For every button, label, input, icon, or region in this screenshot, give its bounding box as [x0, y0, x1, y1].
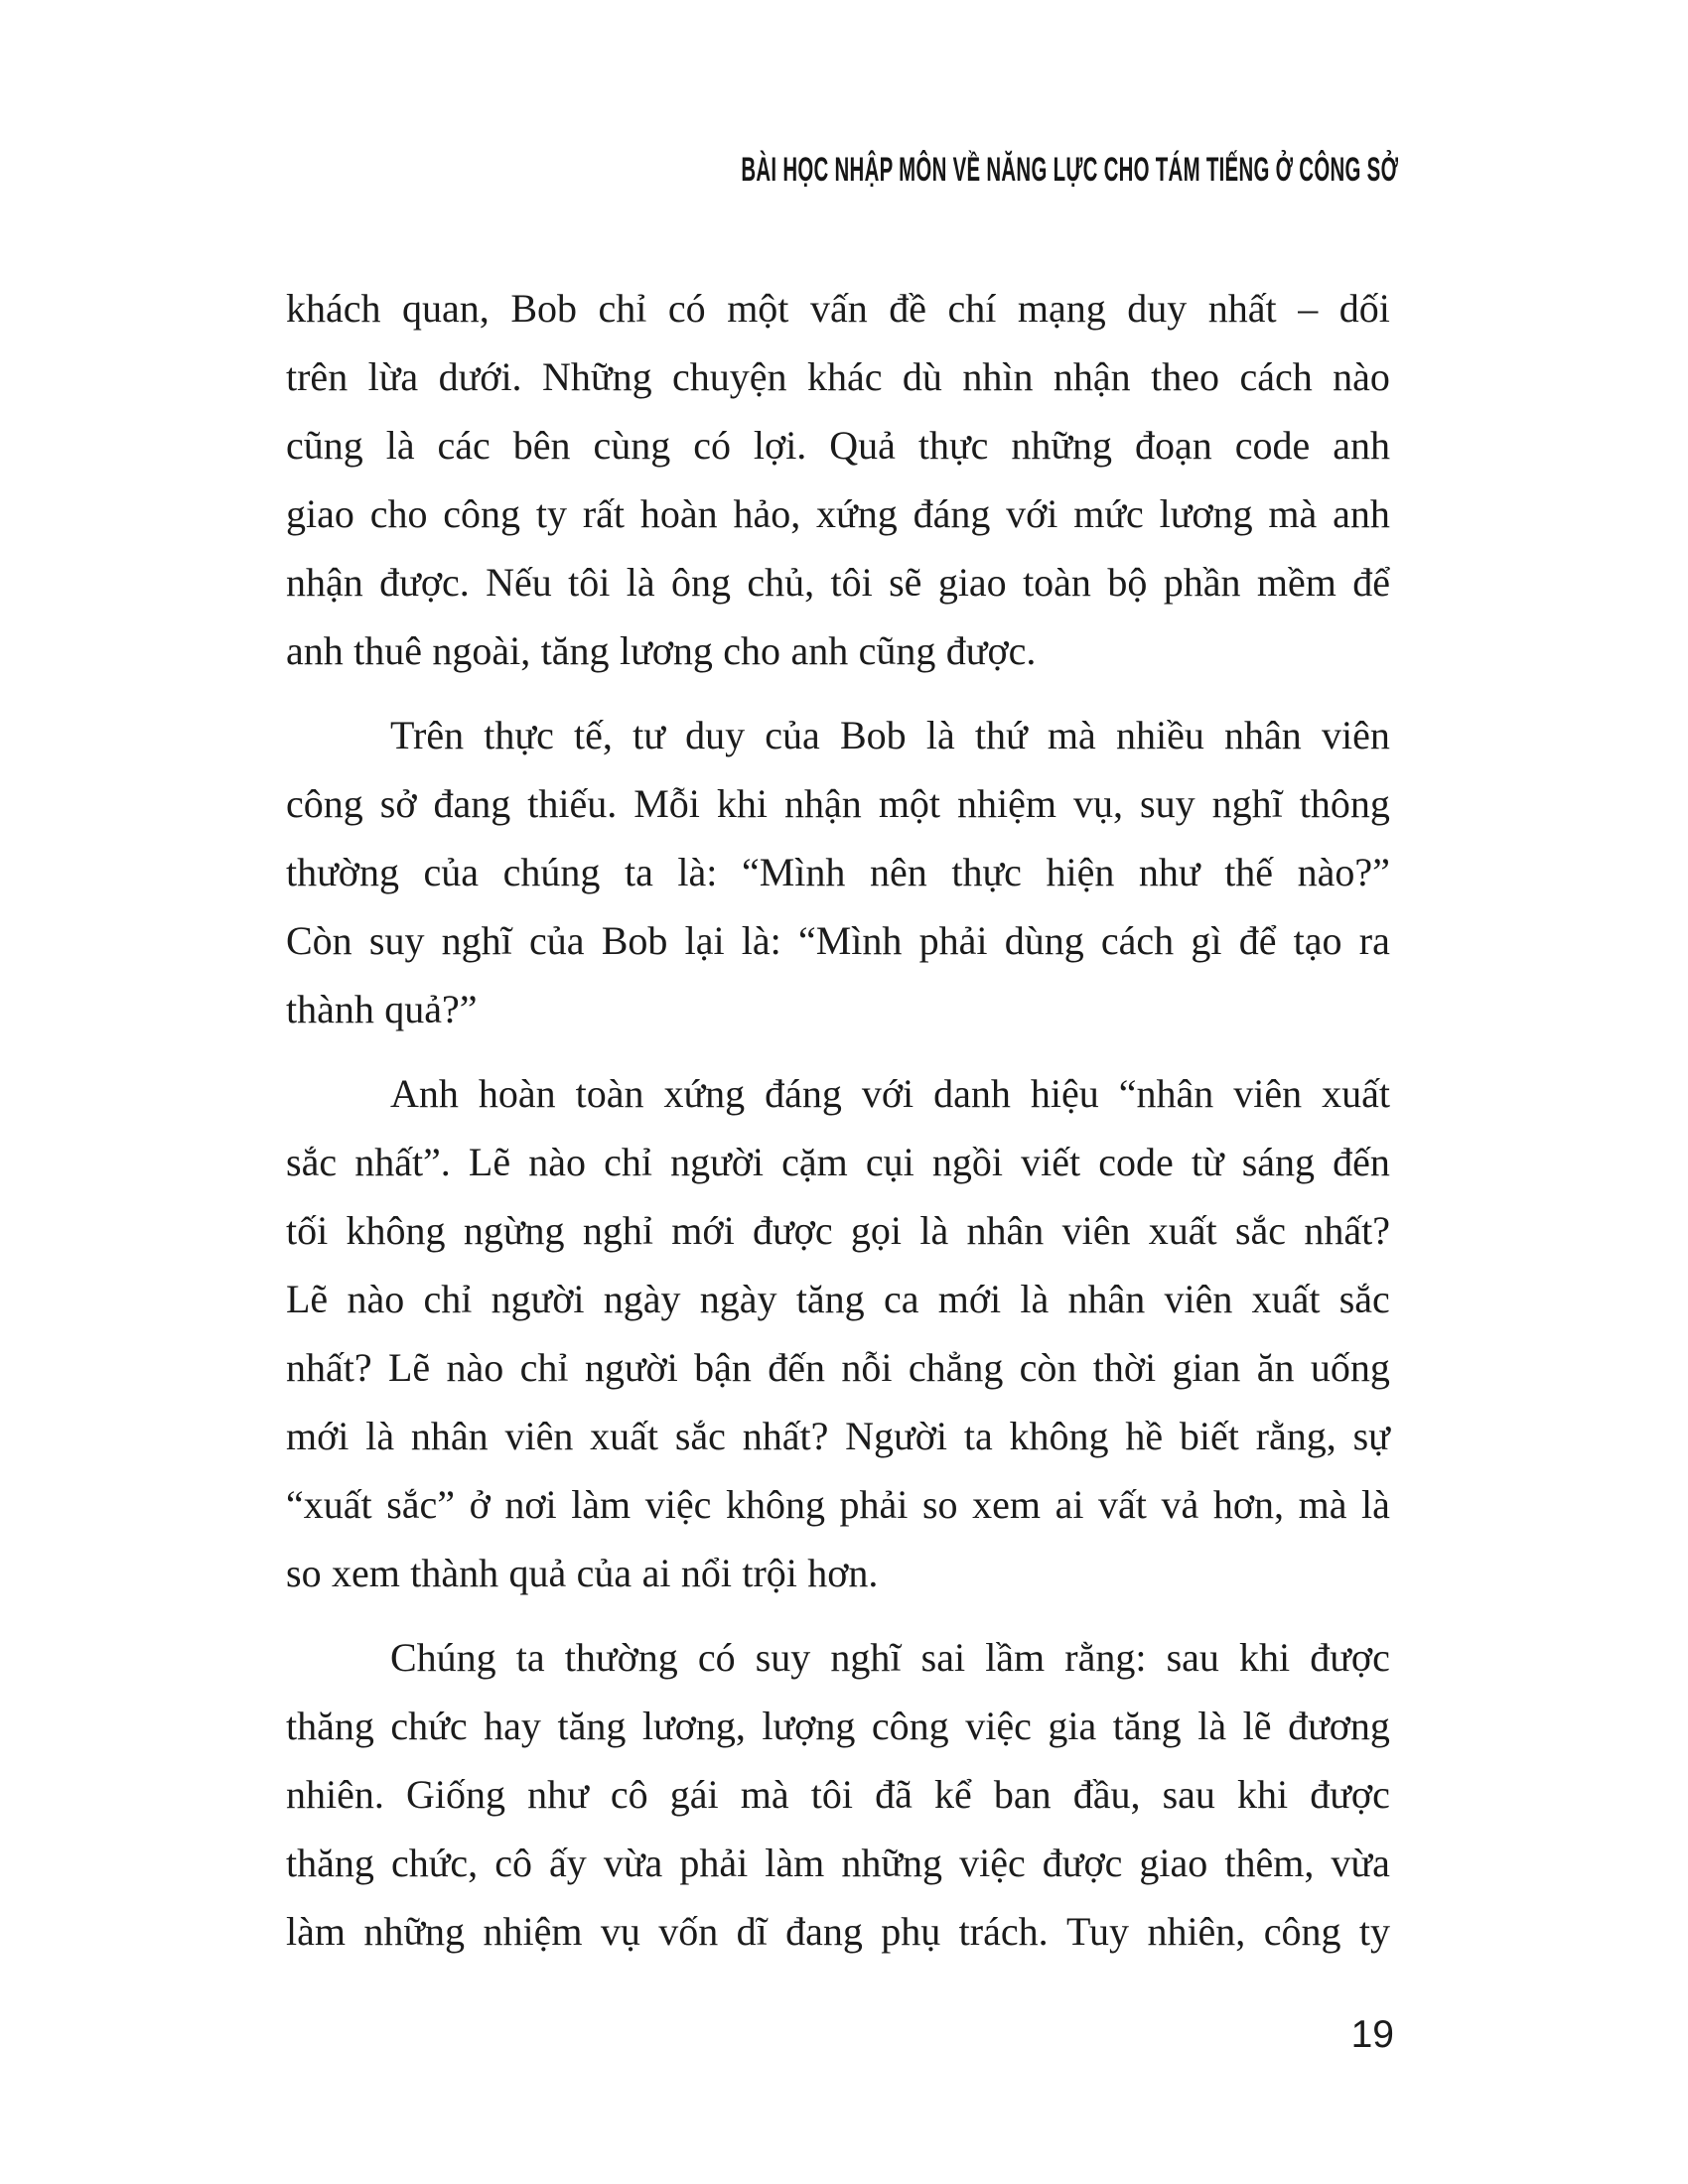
text-line: khách quan, Bob chỉ có một vấn đề chí mạng duy nhất – dối — [286, 286, 1390, 331]
text-line: nhất? Lẽ nào chỉ người bận đến nỗi chẳng còn thời gian ăn uống — [286, 1345, 1390, 1390]
text-line: Lẽ nào chỉ người ngày ngày tăng ca mới là nhân viên xuất sắc — [286, 1277, 1390, 1321]
page-body — [286, 274, 1390, 1966]
text-line: “xuất sắc” ở nơi làm việc không phải so xem ai vất vả hơn, mà là — [286, 1482, 1390, 1527]
paragraph — [286, 701, 1390, 1043]
text-line: Anh hoàn toàn xứng đáng với danh hiệu “nhân viên xuất — [390, 1071, 1390, 1116]
text-line: thành quả?” — [286, 987, 478, 1031]
text-line: anh thuê ngoài, tăng lương cho anh cũng được. — [286, 628, 1037, 673]
text-line: mới là nhân viên xuất sắc nhất? Người ta không hề biết rằng, sự — [286, 1414, 1390, 1458]
text-line: công sở đang thiếu. Mỗi khi nhận một nhiệm vụ, suy nghĩ thông — [286, 781, 1390, 826]
text-line: cũng là các bên cùng có lợi. Quả thực những đoạn code anh — [286, 423, 1390, 468]
running-header-text: BÀI HỌC NHẬP MÔN VỀ NĂNG LỰC CHO TÁM TIẾNG Ở CÔNG SỞ — [741, 151, 1398, 189]
text-line: thăng chức, cô ấy vừa phải làm những việc được giao thêm, vừa — [286, 1841, 1390, 1885]
text-line: sắc nhất”. Lẽ nào chỉ người cặm cụi ngồi viết code từ sáng đến — [286, 1140, 1390, 1184]
paragraph — [286, 1623, 1390, 1966]
running-header — [303, 151, 1398, 190]
paragraph — [286, 1059, 1390, 1607]
text-line: thường của chúng ta là: “Mình nên thực hiện như thế nào?” — [286, 850, 1390, 894]
text-line: tối không ngừng nghỉ mới được gọi là nhân viên xuất sắc nhất? — [286, 1208, 1390, 1253]
page-number: 19 — [1350, 2013, 1394, 2056]
text-line: giao cho công ty rất hoàn hảo, xứng đáng với mức lương mà anh — [286, 491, 1390, 536]
text-line: Còn suy nghĩ của Bob lại là: “Mình phải dùng cách gì để tạo ra — [286, 918, 1390, 963]
text-line: nhận được. Nếu tôi là ông chủ, tôi sẽ giao toàn bộ phần mềm để — [286, 560, 1390, 605]
paragraph — [286, 274, 1390, 685]
text-line: Chúng ta thường có suy nghĩ sai lầm rằng: sau khi được — [390, 1635, 1390, 1680]
text-line: làm những nhiệm vụ vốn dĩ đang phụ trách. Tuy nhiên, công ty — [286, 1909, 1390, 1954]
text-line: nhiên. Giống như cô gái mà tôi đã kể ban đầu, sau khi được — [286, 1772, 1390, 1817]
text-line: Trên thực tế, tư duy của Bob là thứ mà nhiều nhân viên — [390, 713, 1390, 757]
text-line: so xem thành quả của ai nổi trội hơn. — [286, 1551, 879, 1595]
text-line: trên lừa dưới. Những chuyện khác dù nhìn nhận theo cách nào — [286, 354, 1390, 399]
text-line: thăng chức hay tăng lương, lượng công việc gia tăng là lẽ đương — [286, 1704, 1390, 1748]
